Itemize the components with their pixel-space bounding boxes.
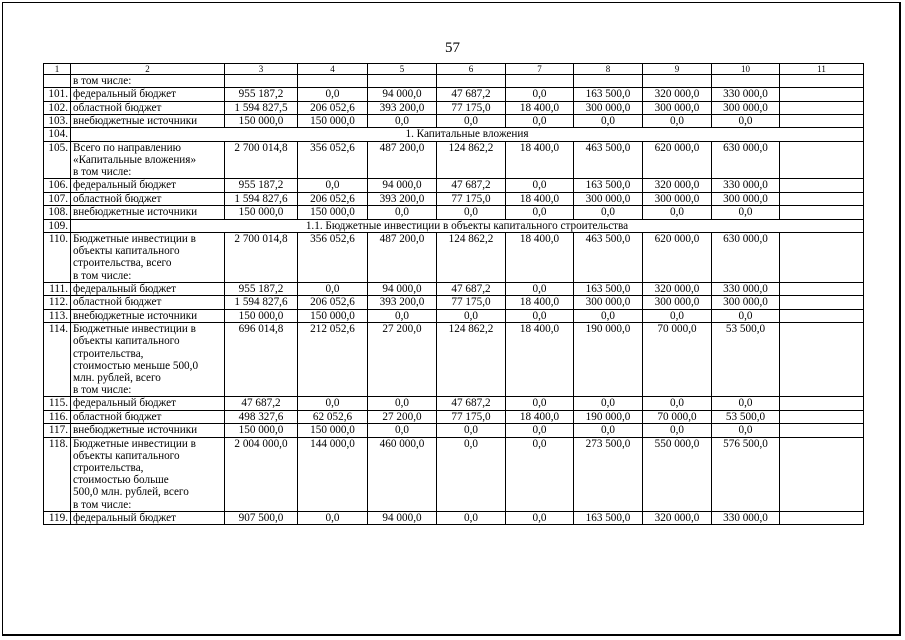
value-cell: 163 500,0 bbox=[574, 282, 643, 295]
value-cell: 77 175,0 bbox=[437, 192, 506, 205]
value-cell: 0,0 bbox=[712, 206, 780, 219]
row-number: 113. bbox=[44, 309, 71, 322]
value-cell: 2 700 014,8 bbox=[225, 233, 298, 283]
table-body bbox=[44, 75, 864, 525]
value-cell: 393 200,0 bbox=[368, 192, 437, 205]
column-header: 8 bbox=[574, 64, 643, 75]
table-row bbox=[44, 219, 864, 232]
value-cell: 300 000,0 bbox=[712, 101, 780, 114]
section-title: 1.1. Бюджетные инвестиции в объекты капитального строительства bbox=[71, 219, 864, 232]
value-cell: 2 700 014,8 bbox=[225, 141, 298, 179]
value-cell bbox=[780, 233, 864, 283]
table-row bbox=[44, 282, 864, 295]
value-cell bbox=[780, 115, 864, 128]
value-cell: 0,0 bbox=[298, 397, 368, 410]
value-cell: 1 594 827,6 bbox=[225, 296, 298, 309]
value-cell: 300 000,0 bbox=[574, 101, 643, 114]
table-row bbox=[44, 179, 864, 192]
value-cell: 300 000,0 bbox=[712, 192, 780, 205]
value-cell: 0,0 bbox=[437, 115, 506, 128]
row-name bbox=[71, 101, 225, 114]
row-name-line: 500,0 млн. рублей, всего bbox=[73, 486, 189, 499]
value-cell: 77 175,0 bbox=[437, 101, 506, 114]
value-cell: 320 000,0 bbox=[643, 88, 712, 101]
value-cell bbox=[780, 101, 864, 114]
row-number: 106. bbox=[44, 179, 71, 192]
table-row bbox=[44, 233, 864, 283]
row-number: 107. bbox=[44, 192, 71, 205]
empty-cell bbox=[368, 75, 437, 88]
value-cell: 0,0 bbox=[368, 309, 437, 322]
row-name bbox=[71, 206, 225, 219]
value-cell: 0,0 bbox=[574, 424, 643, 437]
row-name-line: в том числе: bbox=[73, 269, 132, 282]
table-row bbox=[44, 424, 864, 437]
value-cell: 53 500,0 bbox=[712, 410, 780, 423]
value-cell bbox=[780, 323, 864, 397]
value-cell: 0,0 bbox=[574, 206, 643, 219]
value-cell: 47 687,2 bbox=[437, 88, 506, 101]
value-cell: 53 500,0 bbox=[712, 323, 780, 397]
value-cell: 550 000,0 bbox=[643, 437, 712, 511]
table-row bbox=[44, 101, 864, 114]
value-cell: 190 000,0 bbox=[574, 323, 643, 397]
value-cell: 0,0 bbox=[368, 206, 437, 219]
row-number: 112. bbox=[44, 296, 71, 309]
row-number: 118. bbox=[44, 437, 71, 511]
value-cell: 124 862,2 bbox=[437, 141, 506, 179]
row-name bbox=[71, 511, 225, 524]
value-cell: 487 200,0 bbox=[368, 233, 437, 283]
value-cell: 300 000,0 bbox=[574, 296, 643, 309]
value-cell: 696 014,8 bbox=[225, 323, 298, 397]
value-cell: 630 000,0 bbox=[712, 233, 780, 283]
value-cell: 150 000,0 bbox=[298, 424, 368, 437]
value-cell: 94 000,0 bbox=[368, 179, 437, 192]
value-cell: 150 000,0 bbox=[298, 206, 368, 219]
value-cell bbox=[780, 424, 864, 437]
value-cell: 907 500,0 bbox=[225, 511, 298, 524]
value-cell: 330 000,0 bbox=[712, 88, 780, 101]
column-header: 7 bbox=[506, 64, 574, 75]
value-cell: 18 400,0 bbox=[506, 192, 574, 205]
row-name bbox=[71, 179, 225, 192]
value-cell: 300 000,0 bbox=[574, 192, 643, 205]
row-number: 114. bbox=[44, 323, 71, 397]
value-cell: 393 200,0 bbox=[368, 101, 437, 114]
value-cell: 330 000,0 bbox=[712, 179, 780, 192]
row-number: 104. bbox=[44, 128, 71, 141]
value-cell bbox=[780, 410, 864, 423]
table-row bbox=[44, 88, 864, 101]
value-cell: 0,0 bbox=[574, 309, 643, 322]
value-cell bbox=[780, 309, 864, 322]
value-cell: 18 400,0 bbox=[506, 296, 574, 309]
value-cell: 300 000,0 bbox=[643, 192, 712, 205]
value-cell: 0,0 bbox=[643, 397, 712, 410]
row-name bbox=[71, 88, 225, 101]
table-row bbox=[44, 75, 864, 88]
value-cell: 630 000,0 bbox=[712, 141, 780, 179]
table-row bbox=[44, 296, 864, 309]
column-header: 3 bbox=[225, 64, 298, 75]
value-cell: 18 400,0 bbox=[506, 101, 574, 114]
value-cell: 0,0 bbox=[643, 206, 712, 219]
row-number: 117. bbox=[44, 424, 71, 437]
value-cell: 150 000,0 bbox=[225, 424, 298, 437]
value-cell: 0,0 bbox=[298, 282, 368, 295]
row-name-line: в том числе: bbox=[73, 498, 132, 511]
value-cell: 18 400,0 bbox=[506, 141, 574, 179]
value-cell: 150 000,0 bbox=[298, 309, 368, 322]
row-name-line: областной бюджет bbox=[73, 101, 162, 114]
value-cell: 0,0 bbox=[506, 115, 574, 128]
value-cell: 0,0 bbox=[298, 511, 368, 524]
row-name bbox=[71, 233, 225, 283]
section-title: 1. Капитальные вложения bbox=[71, 128, 864, 141]
row-name-line: областной бюджет bbox=[73, 192, 162, 205]
row-number: 102. bbox=[44, 101, 71, 114]
empty-cell bbox=[506, 75, 574, 88]
value-cell: 0,0 bbox=[506, 282, 574, 295]
value-cell: 0,0 bbox=[368, 397, 437, 410]
value-cell: 163 500,0 bbox=[574, 511, 643, 524]
row-name-line: Бюджетные инвестиции в bbox=[73, 323, 196, 336]
value-cell: 0,0 bbox=[368, 115, 437, 128]
empty-cell bbox=[712, 75, 780, 88]
value-cell: 0,0 bbox=[437, 424, 506, 437]
value-cell: 576 500,0 bbox=[712, 437, 780, 511]
column-header: 10 bbox=[712, 64, 780, 75]
value-cell: 498 327,6 bbox=[225, 410, 298, 423]
row-name-line: объекты капитального bbox=[73, 245, 180, 258]
value-cell: 0,0 bbox=[643, 309, 712, 322]
value-cell: 94 000,0 bbox=[368, 88, 437, 101]
row-number: 116. bbox=[44, 410, 71, 423]
column-header: 5 bbox=[368, 64, 437, 75]
empty-cell bbox=[574, 75, 643, 88]
row-name-line: в том числе: bbox=[73, 166, 132, 179]
value-cell: 70 000,0 bbox=[643, 410, 712, 423]
row-name-line: федеральный бюджет bbox=[73, 397, 176, 410]
table-row bbox=[44, 309, 864, 322]
row-name-line: строительства, bbox=[73, 461, 144, 474]
empty-cell bbox=[437, 75, 506, 88]
row-name-line: млн. рублей, всего bbox=[73, 371, 161, 384]
value-cell: 0,0 bbox=[437, 309, 506, 322]
column-header-row bbox=[44, 64, 864, 75]
value-cell bbox=[780, 141, 864, 179]
value-cell: 955 187,2 bbox=[225, 282, 298, 295]
value-cell: 124 862,2 bbox=[437, 323, 506, 397]
value-cell: 0,0 bbox=[437, 206, 506, 219]
value-cell: 212 052,6 bbox=[298, 323, 368, 397]
value-cell: 77 175,0 bbox=[437, 296, 506, 309]
value-cell: 150 000,0 bbox=[225, 309, 298, 322]
table-row bbox=[44, 128, 864, 141]
value-cell: 163 500,0 bbox=[574, 88, 643, 101]
value-cell: 356 052,6 bbox=[298, 141, 368, 179]
value-cell: 18 400,0 bbox=[506, 410, 574, 423]
budget-table bbox=[43, 63, 864, 525]
value-cell: 1 594 827,5 bbox=[225, 101, 298, 114]
value-cell: 955 187,2 bbox=[225, 88, 298, 101]
value-cell bbox=[780, 206, 864, 219]
row-name-line: стоимостью меньше 500,0 bbox=[73, 359, 199, 372]
row-number-cell bbox=[44, 75, 71, 88]
value-cell bbox=[780, 88, 864, 101]
value-cell: 330 000,0 bbox=[712, 282, 780, 295]
value-cell bbox=[780, 282, 864, 295]
value-cell: 620 000,0 bbox=[643, 233, 712, 283]
value-cell: 47 687,2 bbox=[225, 397, 298, 410]
row-name bbox=[71, 296, 225, 309]
row-name bbox=[71, 282, 225, 295]
row-number: 115. bbox=[44, 397, 71, 410]
row-name-line: объекты капитального bbox=[73, 335, 180, 348]
value-cell: 150 000,0 bbox=[298, 115, 368, 128]
value-cell: 27 200,0 bbox=[368, 410, 437, 423]
column-header: 1 bbox=[44, 64, 71, 75]
value-cell: 0,0 bbox=[506, 206, 574, 219]
value-cell: 955 187,2 bbox=[225, 179, 298, 192]
table-row bbox=[44, 511, 864, 524]
row-name-line: строительства, всего bbox=[73, 257, 172, 270]
value-cell: 463 500,0 bbox=[574, 233, 643, 283]
row-name-line: внебюджетные источники bbox=[73, 115, 198, 128]
row-name-line: Бюджетные инвестиции в bbox=[73, 437, 196, 450]
row-name-line: внебюджетные источники bbox=[73, 424, 198, 437]
value-cell: 94 000,0 bbox=[368, 282, 437, 295]
value-cell: 70 000,0 bbox=[643, 323, 712, 397]
row-name-line: строительства, bbox=[73, 347, 144, 360]
row-number: 111. bbox=[44, 282, 71, 295]
value-cell: 356 052,6 bbox=[298, 233, 368, 283]
row-label: в том числе: bbox=[71, 75, 225, 88]
value-cell: 330 000,0 bbox=[712, 511, 780, 524]
page-number: 57 bbox=[445, 40, 460, 56]
value-cell: 18 400,0 bbox=[506, 323, 574, 397]
value-cell: 2 004 000,0 bbox=[225, 437, 298, 511]
value-cell: 393 200,0 bbox=[368, 296, 437, 309]
row-number: 119. bbox=[44, 511, 71, 524]
value-cell: 320 000,0 bbox=[643, 511, 712, 524]
value-cell: 0,0 bbox=[506, 511, 574, 524]
value-cell: 0,0 bbox=[437, 437, 506, 511]
value-cell: 206 052,6 bbox=[298, 192, 368, 205]
value-cell: 1 594 827,6 bbox=[225, 192, 298, 205]
value-cell: 0,0 bbox=[298, 179, 368, 192]
value-cell: 47 687,2 bbox=[437, 397, 506, 410]
table-row bbox=[44, 397, 864, 410]
value-cell: 47 687,2 bbox=[437, 179, 506, 192]
value-cell: 320 000,0 bbox=[643, 282, 712, 295]
value-cell: 0,0 bbox=[574, 397, 643, 410]
value-cell: 273 500,0 bbox=[574, 437, 643, 511]
value-cell bbox=[780, 511, 864, 524]
row-number: 109. bbox=[44, 219, 71, 232]
row-name bbox=[71, 192, 225, 205]
row-name-line: федеральный бюджет bbox=[73, 179, 176, 192]
value-cell: 0,0 bbox=[712, 424, 780, 437]
row-name bbox=[71, 410, 225, 423]
empty-cell bbox=[298, 75, 368, 88]
value-cell: 62 052,6 bbox=[298, 410, 368, 423]
empty-cell bbox=[225, 75, 298, 88]
row-name-line: федеральный бюджет bbox=[73, 511, 176, 524]
value-cell: 206 052,6 bbox=[298, 296, 368, 309]
value-cell: 300 000,0 bbox=[643, 101, 712, 114]
value-cell: 27 200,0 bbox=[368, 323, 437, 397]
value-cell: 300 000,0 bbox=[643, 296, 712, 309]
row-name bbox=[71, 141, 225, 179]
row-number: 110. bbox=[44, 233, 71, 283]
value-cell bbox=[780, 437, 864, 511]
row-name-line: областной бюджет bbox=[73, 410, 162, 423]
row-name-line: в том числе: bbox=[73, 384, 132, 397]
empty-cell bbox=[643, 75, 712, 88]
column-header: 9 bbox=[643, 64, 712, 75]
row-name-line: федеральный бюджет bbox=[73, 88, 176, 101]
value-cell: 487 200,0 bbox=[368, 141, 437, 179]
value-cell: 463 500,0 bbox=[574, 141, 643, 179]
row-name-line: Всего по направлению bbox=[73, 141, 181, 154]
table-row bbox=[44, 141, 864, 179]
row-name-line: внебюджетные источники bbox=[73, 206, 198, 219]
row-name-line: «Капитальные вложения» bbox=[73, 154, 197, 167]
row-name-line: областной бюджет bbox=[73, 296, 162, 309]
value-cell bbox=[780, 397, 864, 410]
table-row bbox=[44, 206, 864, 219]
value-cell: 0,0 bbox=[506, 397, 574, 410]
row-name-line: объекты капитального bbox=[73, 449, 180, 462]
row-number: 101. bbox=[44, 88, 71, 101]
value-cell: 460 000,0 bbox=[368, 437, 437, 511]
value-cell: 0,0 bbox=[712, 397, 780, 410]
column-header: 11 bbox=[780, 64, 864, 75]
value-cell: 18 400,0 bbox=[506, 233, 574, 283]
value-cell: 206 052,6 bbox=[298, 101, 368, 114]
value-cell: 0,0 bbox=[506, 437, 574, 511]
row-name bbox=[71, 397, 225, 410]
value-cell: 0,0 bbox=[712, 309, 780, 322]
row-name bbox=[71, 437, 225, 511]
row-number: 103. bbox=[44, 115, 71, 128]
table-row bbox=[44, 437, 864, 511]
value-cell: 0,0 bbox=[506, 424, 574, 437]
value-cell: 163 500,0 bbox=[574, 179, 643, 192]
row-name bbox=[71, 323, 225, 397]
value-cell: 144 000,0 bbox=[298, 437, 368, 511]
value-cell: 0,0 bbox=[574, 115, 643, 128]
row-number: 108. bbox=[44, 206, 71, 219]
row-number: 105. bbox=[44, 141, 71, 179]
value-cell: 150 000,0 bbox=[225, 206, 298, 219]
value-cell: 0,0 bbox=[506, 309, 574, 322]
value-cell bbox=[780, 192, 864, 205]
row-name bbox=[71, 309, 225, 322]
value-cell: 620 000,0 bbox=[643, 141, 712, 179]
table-row bbox=[44, 410, 864, 423]
row-name bbox=[71, 424, 225, 437]
value-cell: 0,0 bbox=[643, 424, 712, 437]
row-name-line: Бюджетные инвестиции в bbox=[73, 233, 196, 246]
row-name-line: стоимостью больше bbox=[73, 474, 169, 487]
value-cell: 0,0 bbox=[437, 511, 506, 524]
column-header: 4 bbox=[298, 64, 368, 75]
value-cell bbox=[780, 179, 864, 192]
row-name-line: федеральный бюджет bbox=[73, 282, 176, 295]
row-name bbox=[71, 115, 225, 128]
value-cell: 0,0 bbox=[506, 179, 574, 192]
value-cell: 150 000,0 bbox=[225, 115, 298, 128]
table-row bbox=[44, 323, 864, 397]
column-header: 6 bbox=[437, 64, 506, 75]
value-cell: 0,0 bbox=[643, 115, 712, 128]
value-cell: 47 687,2 bbox=[437, 282, 506, 295]
value-cell: 0,0 bbox=[368, 424, 437, 437]
value-cell: 0,0 bbox=[298, 88, 368, 101]
value-cell: 0,0 bbox=[506, 88, 574, 101]
column-header: 2 bbox=[71, 64, 225, 75]
empty-cell bbox=[780, 75, 864, 88]
value-cell: 124 862,2 bbox=[437, 233, 506, 283]
table-row bbox=[44, 192, 864, 205]
value-cell: 320 000,0 bbox=[643, 179, 712, 192]
value-cell bbox=[780, 296, 864, 309]
value-cell: 0,0 bbox=[712, 115, 780, 128]
value-cell: 77 175,0 bbox=[437, 410, 506, 423]
value-cell: 94 000,0 bbox=[368, 511, 437, 524]
value-cell: 300 000,0 bbox=[712, 296, 780, 309]
row-name-line: внебюджетные источники bbox=[73, 309, 198, 322]
table-row bbox=[44, 115, 864, 128]
value-cell: 190 000,0 bbox=[574, 410, 643, 423]
